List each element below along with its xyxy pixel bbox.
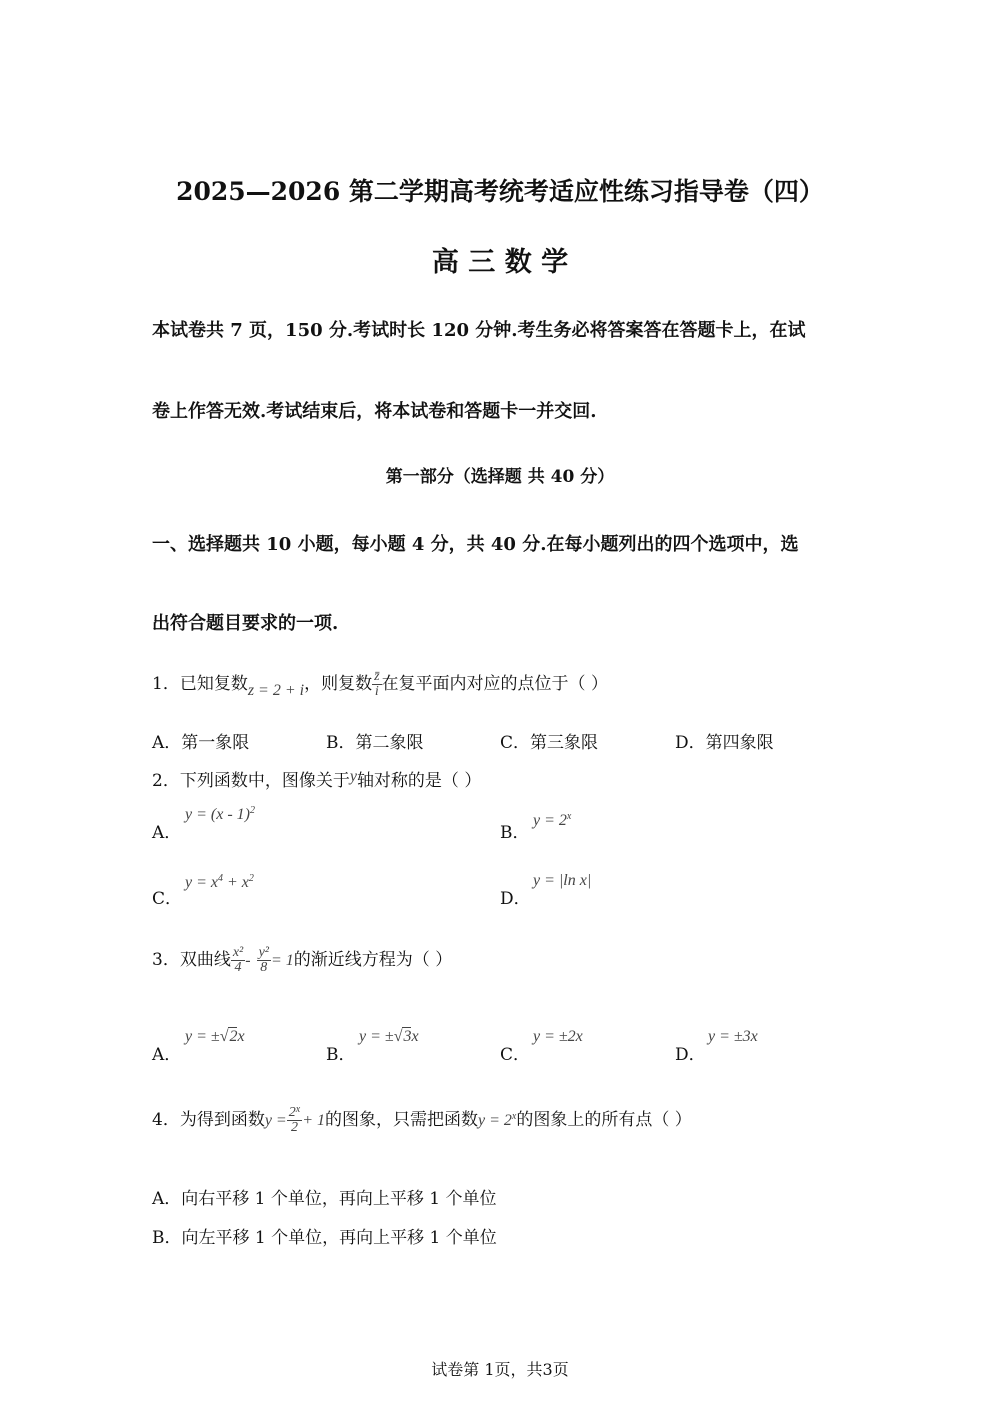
q1-stem-b: ，则复数 bbox=[304, 674, 373, 694]
q2-option-a-label: A． bbox=[152, 823, 182, 843]
question-2-stem bbox=[152, 766, 481, 791]
q3-minus: - bbox=[245, 952, 251, 969]
q2-option-b bbox=[500, 818, 530, 843]
q3-a-pre: y = ± bbox=[185, 1028, 220, 1045]
q2-b-expr: y = 2 bbox=[533, 812, 567, 829]
section1-line1: 一、选择题共 10 小题，每小题 4 分，共 40 分.在每小题列出的四个选项中，选 bbox=[152, 534, 799, 555]
q2-option-c bbox=[152, 884, 182, 909]
q2-c-tail: + x bbox=[223, 874, 249, 891]
q2-option-d-label: D． bbox=[500, 889, 531, 909]
q3-a-post: x bbox=[237, 1028, 245, 1045]
q2-option-c-label: C． bbox=[152, 889, 183, 909]
q3-b-post: x bbox=[411, 1028, 419, 1045]
q3-option-d-math: y = ±3x bbox=[708, 1028, 758, 1045]
q2-option-d-math: y = |ln x| bbox=[533, 872, 592, 889]
q4-option-b: B．向左平移 1 个单位，再向上平移 1 个单位 bbox=[152, 1228, 497, 1248]
question-1-stem bbox=[152, 664, 608, 705]
q3-frac2-num: y² bbox=[258, 945, 269, 960]
q4-frac-num-base: 2 bbox=[288, 1105, 296, 1120]
exam-title: 2025—2026 第二学期高考统考适应性练习指导卷（四） bbox=[176, 177, 824, 206]
q2-math-y: y bbox=[349, 768, 357, 785]
q3-frac1-den: 4 bbox=[234, 960, 242, 975]
q2-option-a-math bbox=[185, 806, 255, 824]
q2-a-sup: 2 bbox=[249, 805, 255, 816]
q3-option-c-label: C． bbox=[500, 1045, 531, 1065]
q2-option-b-label: B． bbox=[500, 823, 530, 843]
q3-option-a-label: A． bbox=[152, 1045, 182, 1065]
section1-line2: 出符合题目要求的一项. bbox=[152, 613, 339, 634]
q3-option-a-math: y = ±√2x bbox=[185, 1028, 245, 1045]
q1-stem-c: 在复平面内对应的点位于（ ） bbox=[381, 674, 608, 694]
q3-fraction-2 bbox=[257, 946, 271, 975]
q4-stem-c: 的图象上的所有点（ ） bbox=[516, 1110, 692, 1130]
q4-frac-den: 2 bbox=[290, 1120, 298, 1135]
q2-option-b-math bbox=[533, 812, 571, 830]
q1-option-c: C．第三象限 bbox=[500, 733, 599, 753]
q4-math-post: + 1 bbox=[302, 1112, 325, 1129]
q4-fraction bbox=[287, 1106, 302, 1135]
q1-stem-a: 1．已知复数 bbox=[152, 674, 248, 694]
instructions-line1: 本试卷共 7 页，150 分.考试时长 120 分钟.考生务必将答案答在答题卡上，在试 bbox=[152, 320, 806, 341]
q4-stem-b: 的图象，只需把函数 bbox=[324, 1110, 478, 1130]
q2-option-d bbox=[500, 884, 531, 909]
q3-option-b-math: y = ±√3x bbox=[359, 1028, 419, 1045]
q4-option-a: A．向右平移 1 个单位，再向上平移 1 个单位 bbox=[152, 1189, 497, 1209]
instructions-line2: 卷上作答无效.考试结束后，将本试卷和答题卡一并交回. bbox=[152, 401, 597, 422]
q2-c-expr: y = x bbox=[185, 874, 218, 891]
q3-frac2-den: 8 bbox=[260, 960, 268, 975]
q3-option-d-label: D． bbox=[675, 1045, 706, 1065]
q1-option-d: D．第四象限 bbox=[675, 733, 774, 753]
q2-b-sup: x bbox=[566, 811, 572, 822]
question-4-stem bbox=[152, 1094, 692, 1149]
q3-frac1-num: x² bbox=[232, 945, 244, 960]
q1-option-a: A．第一象限 bbox=[152, 733, 250, 753]
q1-option-b: B．第二象限 bbox=[326, 733, 424, 753]
q3-option-c-math: y = ±2x bbox=[533, 1028, 583, 1045]
q4-frac-num bbox=[287, 1106, 302, 1121]
q1-fraction bbox=[372, 670, 381, 699]
q2-option-a bbox=[152, 818, 181, 843]
q4-stem-a: 4．为得到函数 bbox=[152, 1110, 265, 1130]
q2-option-c-math bbox=[185, 874, 254, 892]
q4-math-b-base: y = 2 bbox=[477, 1112, 512, 1129]
q1-math-z: z = 2 + i bbox=[247, 682, 305, 699]
q2-c-tail-sup: 2 bbox=[248, 873, 254, 884]
q3-option-b-label: B． bbox=[326, 1045, 356, 1065]
q4-math-b bbox=[478, 1112, 516, 1129]
q2-a-expr: y = (x - 1) bbox=[185, 806, 250, 823]
q3-fraction-1 bbox=[231, 946, 245, 975]
q3-a-radicand: 2 bbox=[229, 1028, 238, 1045]
q4-math-pre: y = bbox=[264, 1112, 287, 1129]
part1-header: 第一部分（选择题 共 40 分） bbox=[385, 467, 615, 487]
q2-c-sup: 4 bbox=[218, 873, 223, 884]
q4-math-b-sup: x bbox=[511, 1111, 517, 1122]
q2-stem-b: 轴对称的是（ ） bbox=[356, 771, 482, 791]
q1-frac-den: i bbox=[374, 684, 379, 699]
q3-b-pre: y = ± bbox=[359, 1028, 394, 1045]
q3-b-radicand: 3 bbox=[403, 1028, 412, 1045]
q3-stem-b: 的渐近线方程为（ ） bbox=[293, 950, 453, 970]
question-3-stem bbox=[152, 934, 452, 987]
q3-eq: = 1 bbox=[271, 952, 294, 969]
subject-title: 高 三 数 学 bbox=[431, 247, 569, 278]
q4-frac-num-sup: x bbox=[295, 1104, 301, 1115]
q2-stem-a: 2．下列函数中，图像关于 bbox=[152, 771, 350, 791]
page-footer: 试卷第 1页，共3页 bbox=[431, 1360, 569, 1379]
q3-stem-a: 3．双曲线 bbox=[152, 950, 231, 970]
q1-frac-num: z̄ bbox=[374, 669, 380, 684]
